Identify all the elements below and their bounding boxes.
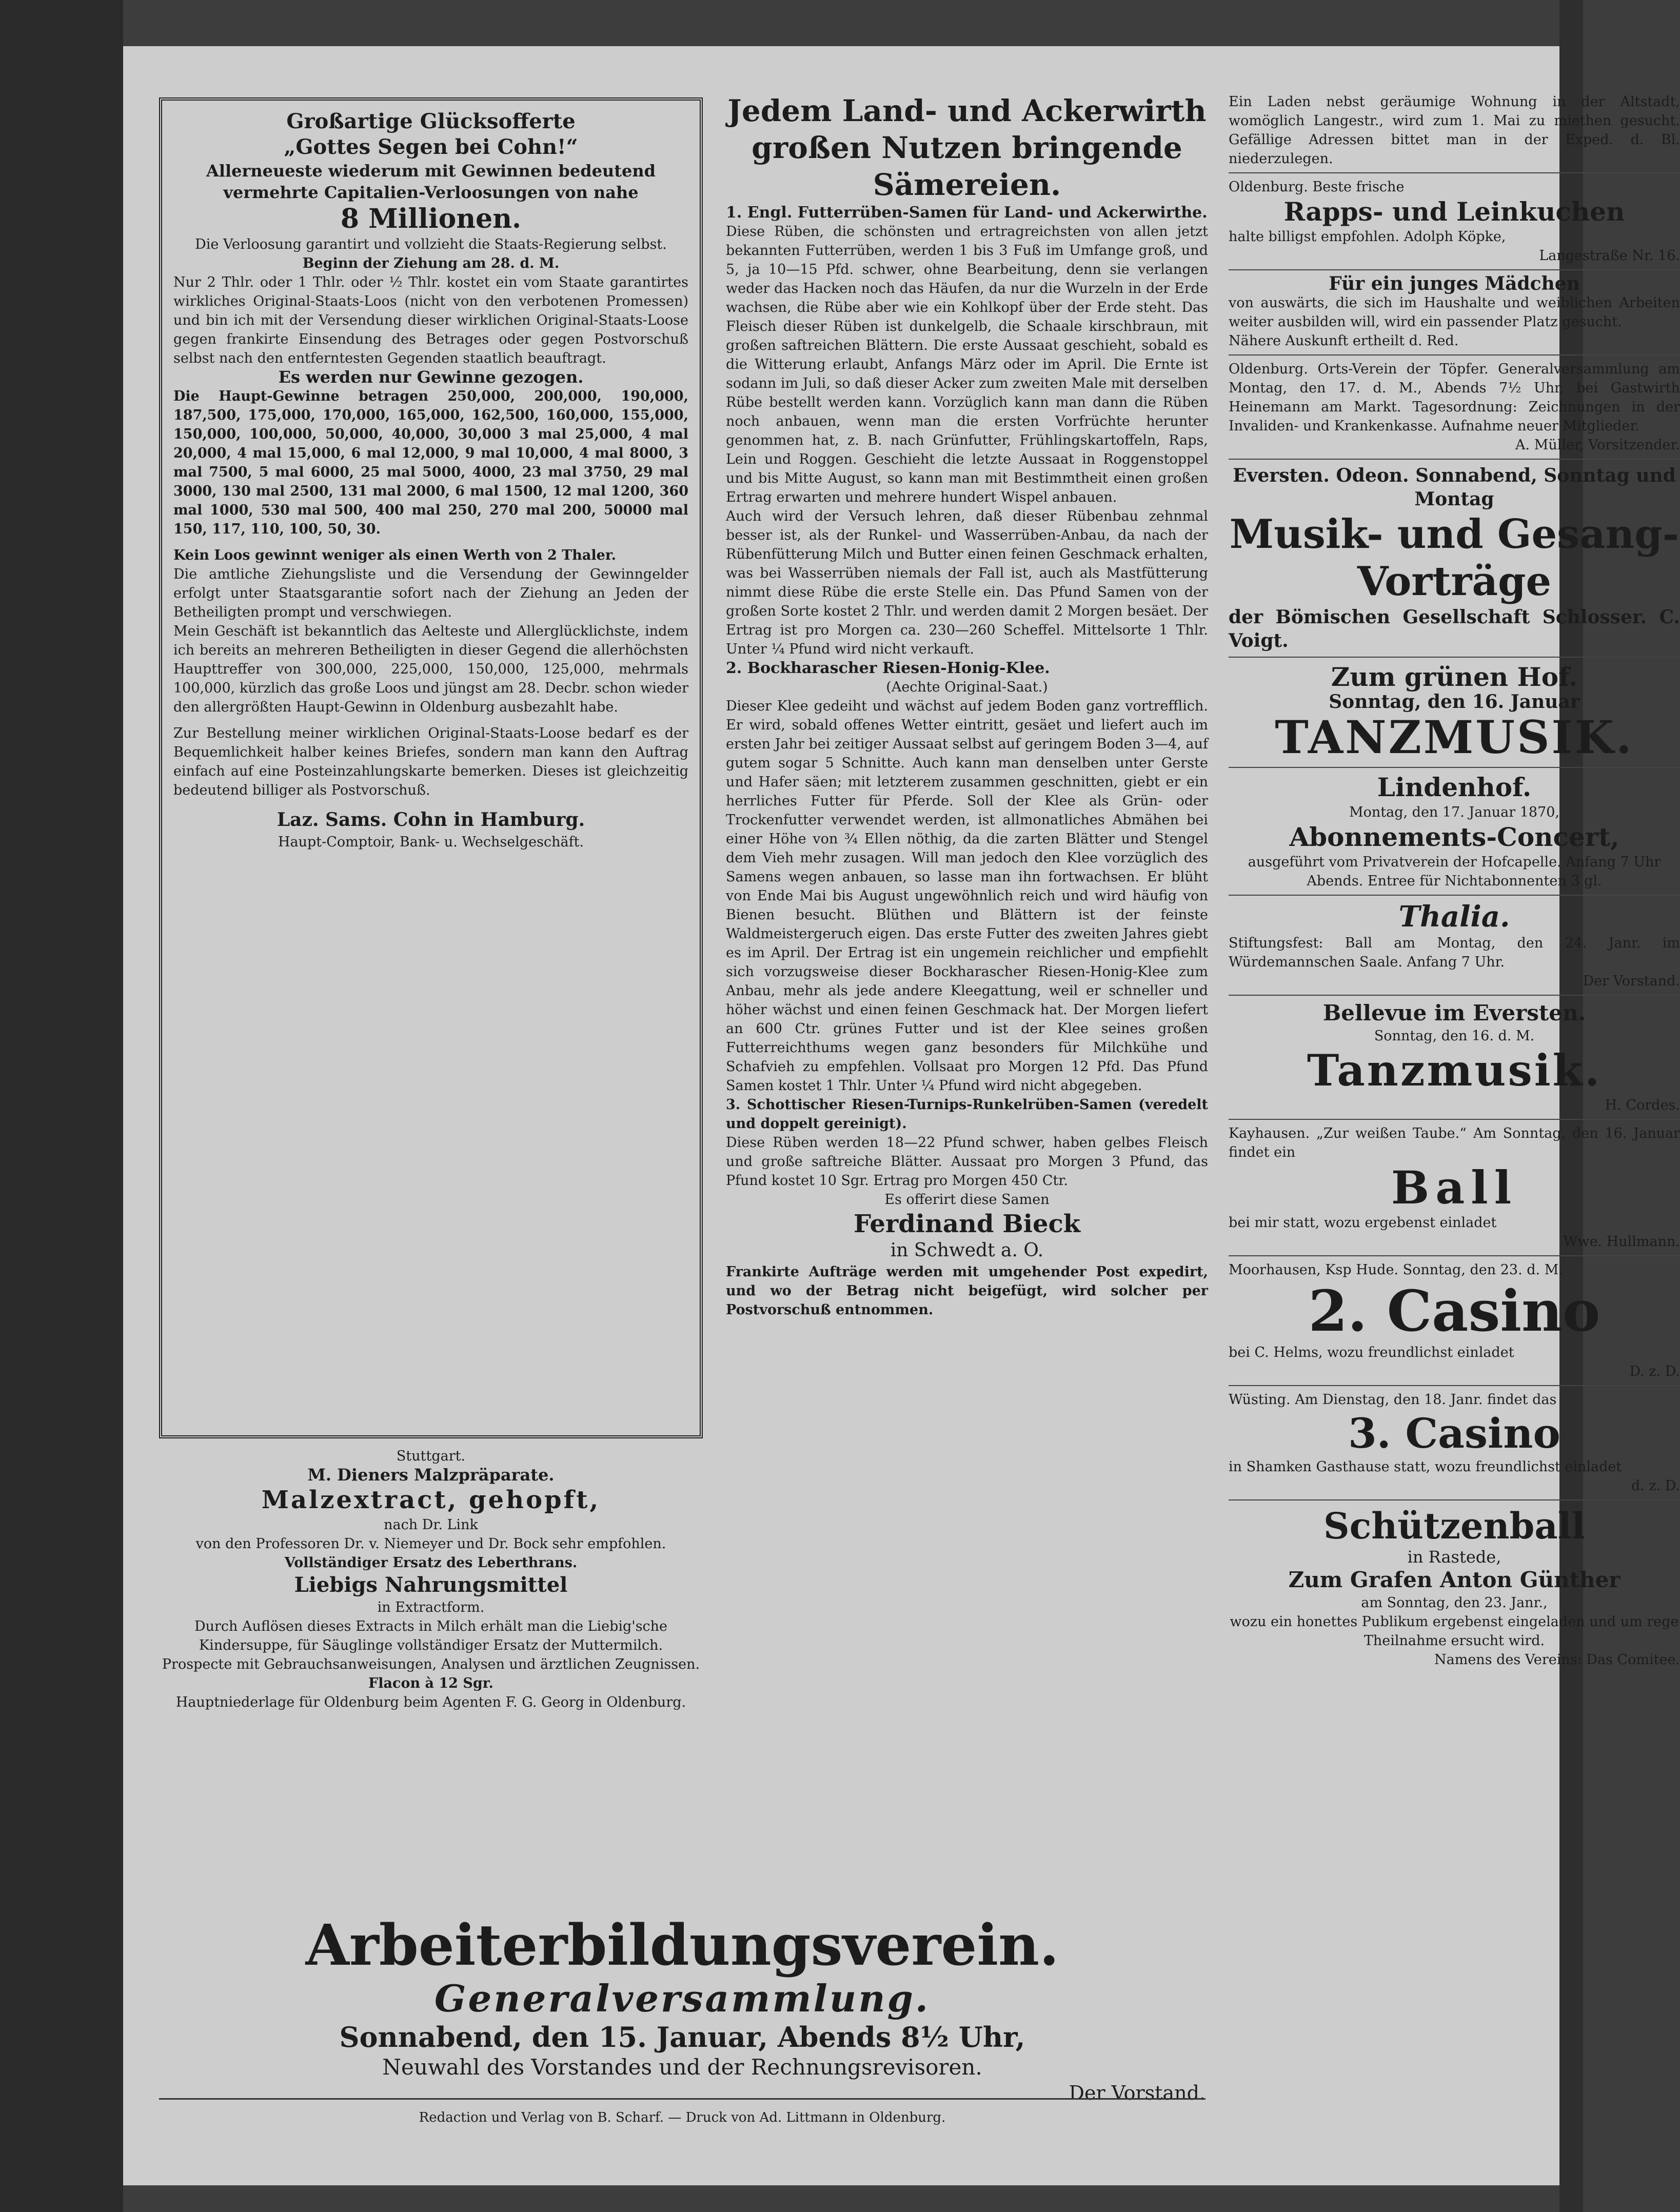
seeds-s3-head: 3. Schottischer Riesen-Turnips-Runkelrüben-Samen (veredelt und doppelt gereinigt).: [726, 1097, 1208, 1132]
ad-bellevue-sign: H. Cordes.: [1605, 1097, 1680, 1113]
lotto-business: Mein Geschäft ist bekanntlich das Aelteste und Allerglücklichste, indem ich bereits an mehreren Betheiligten in dieser Gegend die allerhöchsten Haupttreffer von 300,000, 225,000, 150,000, 125,000, mehrmals 100,000, kürzlich das große Loos und jüngst am 28. Decbr. schon wieder den allergrößten Haupt-Gewinn in Oldenburg ausbezahlt habe.: [173, 623, 688, 715]
divider: [1229, 172, 1680, 173]
divider: [1229, 354, 1680, 356]
malz-city: Stuttgart.: [396, 1448, 466, 1464]
divider: [1229, 995, 1680, 996]
divider: [1229, 1119, 1680, 1120]
seeds-s3-text: Diese Rüben werden 18—22 Pfund schwer, haben gelbes Fleisch und große saftreiche Blätter. Aussaat pro Morgen 3 Pfund, das Pfund kostet 10 Sgr. Ertrag pro Morgen 450 Ctr.: [726, 1135, 1208, 1189]
ad-rapps-text: halte billigst empfohlen. Adolph Köpke,: [1229, 229, 1506, 245]
ad-maedchen-text: von auswärts, die sich im Haushalte und weiblichen Arbeiten weiter ausbilden will, wird ein passender Platz gesucht.: [1229, 295, 1680, 330]
arbeiter-sub: Generalversammlung.: [434, 1977, 930, 2020]
divider: [1229, 895, 1680, 896]
malz-extract: in Extractform.: [377, 1599, 485, 1615]
seeds-name: Ferdinand Bieck: [853, 1210, 1081, 1238]
divider: [1229, 767, 1680, 768]
ad-toepfer-text: Oldenburg. Orts-Verein der Töpfer. Generalversammlung am Montag, den 17. d. M., Abends 7½ Uhr, bei Gastwirth Heinemann am Markt. Tagesordnung: Zeichnungen in der Invaliden- und Krankenkasse. Aufnahme neuer Mitglieder.: [1229, 361, 1680, 434]
lotto-start: Beginn der Ziehung am 28. d. M.: [302, 255, 560, 271]
ad-thalia-sign: Der Vorstand.: [1583, 973, 1680, 989]
ad-moorhausen-sign: D. z. D.: [1629, 1364, 1680, 1379]
ad-kayhausen-text2: bei mir statt, wozu ergebenst einladet: [1229, 1215, 1497, 1231]
malz-recommend: von den Professoren Dr. v. Niemeyer und Dr. Bock sehr empfohlen.: [195, 1536, 666, 1552]
seeds-s2-sub: (Aechte Original-Saat.): [886, 679, 1048, 695]
malz-depot: Hauptniederlage für Oldenburg beim Agenten F. G. Georg in Oldenburg.: [175, 1694, 686, 1710]
lotto-main-wins: Die Haupt-Gewinne betragen 250,000, 200,000, 190,000, 187,500, 175,000, 170,000, 165,000, 162,500, 160,000, 155,000, 150,000, 100,000, 50,000, 40,000, 30,000 3 mal 25,000, 4 mal 20,000, 4 mal 15,000, 6 mal 12,000, 9 mal 10,000, 4 mal 8000, 3 mal 7500, 5 mal 6000, 25 mal 5000, 4000, 23 mal 3750, 29 mal 3000, 130 mal 2500, 131 mal 2000, 6 mal 1500, 12 mal 1200, 360 mal 1000, 530 mal 500, 400 mal 250, 270 mal 200, 50000 mal 150, 117, 110, 100, 50, 30.: [173, 388, 688, 537]
ad-lindenhof-date: Montag, den 17. Januar 1870,: [1349, 804, 1560, 820]
malz-prospect: Prospecte mit Gebrauchsanweisungen, Analysen und ärztlichen Zeugnissen.: [162, 1656, 700, 1672]
arbeiter-sign: Der Vorstand.: [1069, 2082, 1205, 2104]
ad-moorhausen-text2: bei C. Helms, wozu freundlichst einladet: [1229, 1345, 1514, 1360]
lotto-title: Großartige Glücksofferte: [286, 109, 576, 133]
lotto-headline: Allerneueste wiederum mit Gewinnen bedeutend vermehrte Capitalien-Verloosungen von nahe: [206, 161, 656, 202]
seeds-place: in Schwedt a. O.: [890, 1240, 1044, 1261]
ad-schuetzen-title: Schützenball: [1323, 1505, 1585, 1547]
ad-schuetzen-venue: Zum Grafen Anton Günther: [1288, 1567, 1620, 1592]
ad-laden: Ein Laden nebst geräumige Wohnung in der Altstadt, womöglich Langestr., wird zum 1. Mai zu miethen gesucht. Gefällige Adressen bittet man in der Exped. d. Bl. niederzulegen.: [1229, 94, 1680, 167]
ad-rapps-title: Rapps- und Leinkuchen: [1283, 196, 1625, 227]
seeds-s2-head: 2. Bockharascher Riesen-Honig-Klee.: [726, 659, 1050, 677]
footer-imprint: Redaction und Verlag von B. Scharf. — Druck von Ad. Littmann in Oldenburg.: [419, 2110, 946, 2125]
ad-wuesting-event: 3. Casino: [1348, 1409, 1560, 1457]
divider: [1229, 657, 1680, 658]
seeds-s1-text2: Auch wird der Versuch lehren, daß dieser Rübenbau zehnmal besser ist, als der Runkel- und Wasserrüben-Anbau, da nach der Rübenfütterung Milch und Butter einen feinen Geschmack erhalten, was bei Wasserrüben niemals der Fall ist, auch als Mastfütterung nimmt diese Rübe die erste Stelle ein. Das Pfund Samen von der großen Sorte kostet 2 Thlr. und werden damit 2 Morgen besäet. Der Ertrag ist pro Morgen ca. 230—260 Scheffel. Mittelsorte 1 Thlr. Unter ¼ Pfund wird nicht verkauft.: [726, 508, 1208, 657]
ad-schuetzen-date: am Sonntag, den 23. Janr.,: [1361, 1595, 1548, 1611]
lotto-wins-only: Es werden nur Gewinne gezogen.: [278, 367, 584, 387]
ad-wuesting-text2: in Shamken Gasthause statt, wozu freundlichst einladet: [1229, 1459, 1622, 1475]
ad-bellevue-date: Sonntag, den 16. d. M.: [1374, 1028, 1535, 1044]
seeds-note: Frankirte Aufträge werden mit umgehender Post expedirt, und wo der Betrag nicht beigefügt, wird solcher per Postvorschuß entnommen.: [726, 1264, 1208, 1318]
ad-bellevue-title: Bellevue im Eversten.: [1322, 1000, 1586, 1025]
arbeiter-title: Arbeiterbildungsverein.: [305, 1912, 1059, 1978]
footer-rule: [159, 2098, 1205, 2100]
malz-ersatz: Vollständiger Ersatz des Leberthrans.: [284, 1555, 578, 1571]
arbeiter-date: Sonnabend, den 15. Januar, Abends 8½ Uhr,: [339, 2021, 1025, 2053]
ad-moorhausen-event: 2. Casino: [1308, 1278, 1600, 1344]
column-1: [159, 92, 703, 1712]
ad-kayhausen-text: Kayhausen. „Zur weißen Taube.“ Am Sonntag, den 16. Januar findet ein: [1229, 1125, 1680, 1160]
scan-background-left: [0, 0, 123, 2212]
divider: [1229, 1255, 1680, 1256]
ad-schuetzen-sign: Namens des Vereins: Das Comitee.: [1434, 1652, 1680, 1668]
ad-odeon-text: der Bömischen Gesellschaft Schlosser. C. Voigt.: [1229, 606, 1680, 651]
seeds-offer: Es offerirt diese Samen: [884, 1192, 1050, 1208]
divider: [1229, 269, 1680, 270]
ad-schuetzen-text: wozu ein honettes Publikum ergebenst eingeladen und um rege Theilnahme ersucht wird.: [1230, 1614, 1679, 1649]
ad-schuetzen-place: in Rastede,: [1407, 1547, 1501, 1567]
divider: [1229, 459, 1680, 460]
ad-lindenhof-text: ausgeführt vom Privatverein der Hofcapelle. Anfang 7 Uhr Abends. Entree für Nichtabonnenten 3 gl.: [1248, 854, 1661, 889]
ad-rapps-city: Oldenburg. Beste frische: [1229, 179, 1405, 195]
ad-lindenhof-event: Abonnements-Concert,: [1289, 822, 1619, 852]
divider: [1229, 1499, 1680, 1500]
ad-kayhausen-event: Ball: [1391, 1161, 1518, 1214]
seeds-title: Jedem Land- und Ackerwirth großen Nutzen bringende Sämereien.: [727, 93, 1207, 202]
ad-bellevue-event: Tanzmusik.: [1307, 1045, 1602, 1096]
arbeiter-text: Neuwahl des Vorstandes und der Rechnungsrevisoren.: [382, 2055, 982, 2080]
malz-firm: M. Dieners Malzpräparate.: [307, 1465, 555, 1485]
malz-desc: Durch Auflösen dieses Extracts in Milch erhält man die Liebig'sche Kindersuppe, für Säuglinge vollständiger Ersatz der Muttermilch.: [194, 1618, 668, 1653]
column-3: [1229, 92, 1680, 1669]
column-2: [726, 92, 1208, 1319]
ad-maedchen-title: Für ein junges Mädchen: [1329, 273, 1580, 294]
seeds-s1-head: 1. Engl. Futterrüben-Samen für Land- und Ackerwirthe.: [726, 204, 1208, 222]
ad-odeon-title: Musik- und Gesang-Vorträge: [1229, 511, 1679, 605]
ad-gruenhof-event: TANZMUSIK.: [1275, 710, 1634, 764]
ad-wuesting-text: Wüsting. Am Dienstag, den 18. Janr. findet das: [1229, 1392, 1557, 1408]
lotto-no-loss: Kein Loos gewinnt weniger als einen Werth von 2 Thaler.: [173, 547, 616, 563]
ad-moorhausen-text: Moorhausen, Ksp Hude. Sonntag, den 23. d. M.: [1229, 1262, 1563, 1278]
ad-gruenhof-title: Zum grünen Hof.: [1331, 662, 1578, 692]
malz-after: nach Dr. Link: [384, 1517, 478, 1533]
malz-flacon: Flacon à 12 Sgr.: [368, 1675, 493, 1691]
lotto-guarantee: Die Verloosung garantirt und vollzieht die Staats-Regierung selbst.: [195, 236, 667, 252]
ad-kayhausen-sign: Wwe. Hullmann.: [1563, 1234, 1680, 1250]
malz-title: Malzextract, gehopft,: [261, 1486, 601, 1514]
lotto-prices: Nur 2 Thlr. oder 1 Thlr. oder ½ Thlr. kostet ein vom Staate garantirtes wirkliches Original-Staats-Loos (nicht von den verbotenen Promessen) und bin ich mit der Versendung dieser wirklichen Original-Staats-Loose gegen frankirte Einsendung des Betrages oder gegen Postvorschuß selbst nach den entferntesten Gegenden staatlich beauftragt.: [173, 274, 688, 366]
arbeiter-advert: [159, 1913, 1205, 2105]
divider: [1229, 1385, 1680, 1386]
malz-advert: [159, 1447, 703, 1712]
lotto-millions: 8 Millionen.: [340, 203, 522, 234]
ad-lindenhof-title: Lindenhof.: [1377, 772, 1532, 802]
ad-gruenhof-date: Sonntag, den 16. Januar: [1329, 691, 1580, 713]
ad-thalia-title: Thalia.: [1398, 900, 1510, 934]
lotto-subtitle: „Gottes Segen bei Cohn!“: [284, 135, 578, 159]
ad-rapps-addr: Langestraße Nr. 16.: [1539, 248, 1680, 264]
lottery-advert: [159, 97, 703, 1438]
lotto-office: Haupt-Comptoir, Bank- u. Wechselgeschäft.: [278, 834, 584, 850]
newspaper-page: [123, 46, 1680, 2185]
malz-liebig: Liebigs Nahrungsmittel: [294, 1573, 568, 1597]
ad-thalia-text: Stiftungsfest: Ball am Montag, den 24. Janr. im Würdemannschen Saale. Anfang 7 Uhr.: [1229, 935, 1680, 970]
lotto-list: Die amtliche Ziehungsliste und die Versendung der Gewinngelder erfolgt unter Staatsgarantie sofort nach der Ziehung an Jeden der Betheiligten prompt und verschwiegen.: [173, 566, 688, 620]
ad-odeon-line: Eversten. Odeon. Sonnabend, Sonntag und Montag: [1233, 465, 1676, 510]
ad-wuesting-sign: d. z. D.: [1631, 1478, 1680, 1494]
ad-toepfer-sign: A. Müller, Vorsitzender.: [1515, 437, 1680, 453]
ad-maedchen-info: Nähere Auskunft ertheilt d. Red.: [1229, 333, 1459, 349]
seeds-s1-text: Diese Rüben, die schönsten und ertragreichsten von allen jetzt bekannten Futterrüben, werden 1 bis 3 Fuß im Umfange groß, und 5, ja 10—15 Pfd. schwer, ohne Bearbeitung, denn sie verlangen weder das Hacken noch das Häufen, da nur die Wurzeln in der Erde wachsen, die Rübe aber wie ein Kohlkopf über der Erde steht. Das Fleisch dieser Rüben ist dunkelgelb, die Schaale kirschbraun, mit großen saftreichen Blättern. Die erste Aussaat geschieht, sobald es die Witterung erlaubt, Anfangs März oder im April. Die Ernte ist sodann im Juli, so daß dieser Acker zum zweiten Male mit derselben Rübe bestellt werden kann. Vorzüglich kann man dann die Rüben noch anbauen, wenn man die ersten Vorfrüchte herunter genommen hat, z. B. nach Grünfutter, Frühlingskartoffeln, Raps, Lein und Roggen. Geschieht die letzte Aussaat in Roggenstoppel und bis Mitte August, so kann man mit Bestimmtheit einen großen Ertrag erwarten und mehrere hundert Wispel anbauen.: [726, 224, 1208, 505]
lotto-name: Laz. Sams. Cohn in Hamburg.: [276, 809, 585, 831]
seeds-s2-text: Dieser Klee gedeiht und wächst auf jedem Boden ganz vortrefflich. Er wird, sobald offenes Wetter eintritt, gesäet und liefert auch im ersten Jahr bei zeitiger Aussaat selbst auf geringem Boden 3—4, auf gutem sogar 5 Schnitte. Auch kann man denselben unter Gerste und Hafer säen; mit letzterem zusammen geschnitten, giebt er ein herrliches Futter für Pferde. Soll der Klee als Grün- oder Trockenfutter verwendet werden, ist allmonatliches Abmähen bei einer Höhe von ¾ Ellen nöthig, da die zarten Blätter und Stengel dem Vieh mehr zusagen. Will man jedoch den Klee vorzüglich des Samens wegen anbauen, so lasse man ihn fortwachsen. Er blüht von Ende Mai bis August ungewöhnlich reich und wird häufig von Bienen besucht. Blüthen und Blättern ist der feinste Waldmeistergeruch eigen. Das erste Futter des zweiten Jahres giebt es im April. Der Ertrag ist ein ungemein reichlicher und empfiehlt sich vorzugsweise dieser Bockharascher Riesen-Honig-Klee zum Anbau, mehr als jede andere Kleegattung, weil er schneller und höher wächst und einen feinen Geschmack hat. Der Morgen liefert an 600 Ctr. grünes Futter und ist der Klee seines großen Futterreichthums wegen ganz besonders für Milchkühe und Schafvieh zu empfehlen. Vollsaat pro Morgen 12 Pfd. Das Pfund Samen kostet 1 Thlr. Unter ¼ Pfund wird nicht abgegeben.: [726, 698, 1208, 1094]
lotto-order: Zur Bestellung meiner wirklichen Original-Staats-Loose bedarf es der Bequemlichkeit halber keines Briefes, sondern man kann den Auftrag einfach auf eine Posteinzahlungskarte bemerken. Dieses ist gleichzeitig bedeutend billiger als Postvorschuß.: [173, 725, 688, 798]
